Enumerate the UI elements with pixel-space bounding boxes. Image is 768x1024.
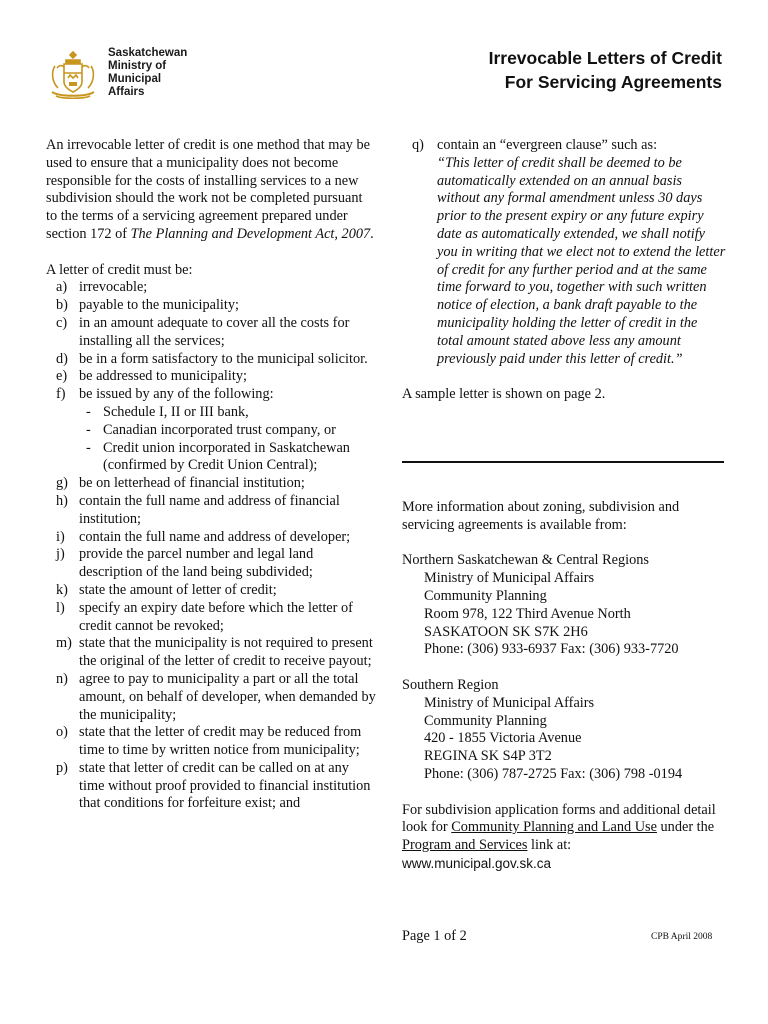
intro-paragraph: An irrevocable letter of credit is one method that may be used to ensure that a municipality does not become responsible for the costs of installing services to a new subdivision should the work not be completed pursuant to the terms of a servicing agreement prepared under section 172 of The Planning and Development Act, 2007. xyxy=(46,137,374,242)
ministry-name xyxy=(108,47,187,99)
north-region-title: Northern Saskatchewan & Central Regions xyxy=(402,552,649,569)
sample-letter-note: A sample letter is shown on page 2. xyxy=(402,386,606,403)
program-services-link[interactable]: Program and Services xyxy=(402,837,528,854)
issuer-item: - Schedule I, II or III bank, xyxy=(86,403,249,420)
list-item: c) in an amount adequate to cover all the costs for installing all the services; xyxy=(56,314,350,349)
address-line: REGINA SK S4P 3T2 xyxy=(424,748,552,765)
saskatchewan-coat-of-arms-icon xyxy=(46,48,100,102)
south-region-title: Southern Region xyxy=(402,676,499,693)
evergreen-clause-quote: “This letter of credit shall be deemed to be automatically extended on an annual basis without any formal amendment unless 30 days prior to the present expiry or any future expiry date as automatically extended, we shall notify you in writing that we elect not to extend the letter of credit for any further period and at the same time forward to you, together with such written notice of election, a bank draft payable to the municipality holding the letter of credit in the total amount stated above less any amount previously paid under this letter of credit.” xyxy=(437,154,726,367)
section-divider xyxy=(402,461,724,463)
document-title xyxy=(489,46,722,94)
list-item: n) agree to pay to municipality a part or all the total amount, on behalf of developer, when demanded by the municipality; xyxy=(56,670,376,723)
page-number: Page 1 of 2 xyxy=(402,928,467,944)
list-item: i) contain the full name and address of developer; xyxy=(56,528,351,545)
list-item: k) state the amount of letter of credit; xyxy=(56,581,277,598)
document-code: CPB April 2008 xyxy=(651,932,713,942)
address-line: Room 978, 122 Third Avenue North xyxy=(424,605,631,622)
list-item: j) provide the parcel number and legal land description of the land being subdivided; xyxy=(56,546,314,581)
title-line-2: For Servicing Agreements xyxy=(504,72,722,92)
community-planning-link[interactable]: Community Planning and Land Use xyxy=(451,819,657,836)
issuer-item: - Canadian incorporated trust company, or xyxy=(86,421,336,438)
requirements-list xyxy=(46,279,376,813)
list-item: a) irrevocable; xyxy=(56,279,148,296)
website-url[interactable]: www.municipal.gov.sk.ca xyxy=(402,855,552,871)
ministry-line: Municipal xyxy=(108,73,162,85)
list-item: b) payable to the municipality; xyxy=(56,297,240,314)
list-item: o) state that the letter of credit may be reduced from time to time by written notice from municipality; xyxy=(56,724,362,759)
address-line: Ministry of Municipal Affairs xyxy=(424,570,595,587)
left-column xyxy=(46,137,376,813)
right-column xyxy=(402,137,727,404)
list-item: g) be on letterhead of financial institution; xyxy=(56,475,305,492)
list-item: f) be issued by any of the following: - Schedule I, II or III bank, - Canadian incorporated trust company, or - Credit union incorporated in Saskatchewan (confirmed by Credit Union Central); xyxy=(46,386,376,475)
ministry-line: Saskatchewan xyxy=(108,47,188,59)
issuer-item: - Credit union incorporated in Saskatchewan (confirmed by Credit Union Central); xyxy=(86,439,350,474)
title-line-1: Irrevocable Letters of Credit xyxy=(488,48,722,68)
contact-info xyxy=(402,499,732,873)
ministry-line: Affairs xyxy=(108,86,145,98)
info-intro: More information about zoning, subdivision and servicing agreements is available from: xyxy=(402,499,680,533)
address-line: Ministry of Municipal Affairs xyxy=(424,694,595,711)
evergreen-clause-intro: contain an “evergreen clause” such as: xyxy=(437,137,658,153)
address-line: Community Planning xyxy=(424,587,547,604)
phone-line: Phone: (306) 787-2725 Fax: (306) 798 -0194 xyxy=(424,765,683,782)
ministry-line: Ministry of xyxy=(108,60,167,72)
act-title: The Planning and Development Act, 2007 xyxy=(130,225,371,242)
issuer-list xyxy=(79,404,376,475)
list-item: l) specify an expiry date before which the letter of credit cannot be revoked; xyxy=(56,599,353,634)
list-item: p) state that letter of credit can be called on at any time without proof provided to financial institution that conditions for forfeiture exist; and xyxy=(56,759,371,812)
address-line: Community Planning xyxy=(424,712,547,729)
phone-line: Phone: (306) 933-6937 Fax: (306) 933-7720 xyxy=(424,641,679,658)
list-item-q: q) contain an “evergreen clause” such as: “This letter of credit shall be deemed to be automatically extended on an annual basis without any formal amendment unless 30 days prior to the present expiry or any future expiry date as automatically extended, we shall notify you in writing that we elect not to extend the letter of credit for any further period and at the same time forward to you, together with such written notice of election, a bank draft payable to the municipality holding the letter of credit in the total amount stated above less any amount previously paid under this letter of credit.” xyxy=(412,137,726,367)
list-heading: A letter of credit must be: xyxy=(46,261,193,278)
closing-paragraph: For subdivision application forms and additional detail look for Community Planning and Land Use under the Program and Services link at: xyxy=(402,801,716,854)
list-item: d) be in a form satisfactory to the municipal solicitor. xyxy=(56,350,368,367)
address-line: 420 - 1855 Victoria Avenue xyxy=(424,730,582,747)
list-item: m) state that the municipality is not required to present the original of the letter of credit to receive payout; xyxy=(56,635,373,670)
list-item: e) be addressed to municipality; xyxy=(56,368,247,385)
address-line: SASKATOON SK S7K 2H6 xyxy=(424,623,588,640)
list-item: h) contain the full name and address of financial institution; xyxy=(56,492,340,527)
